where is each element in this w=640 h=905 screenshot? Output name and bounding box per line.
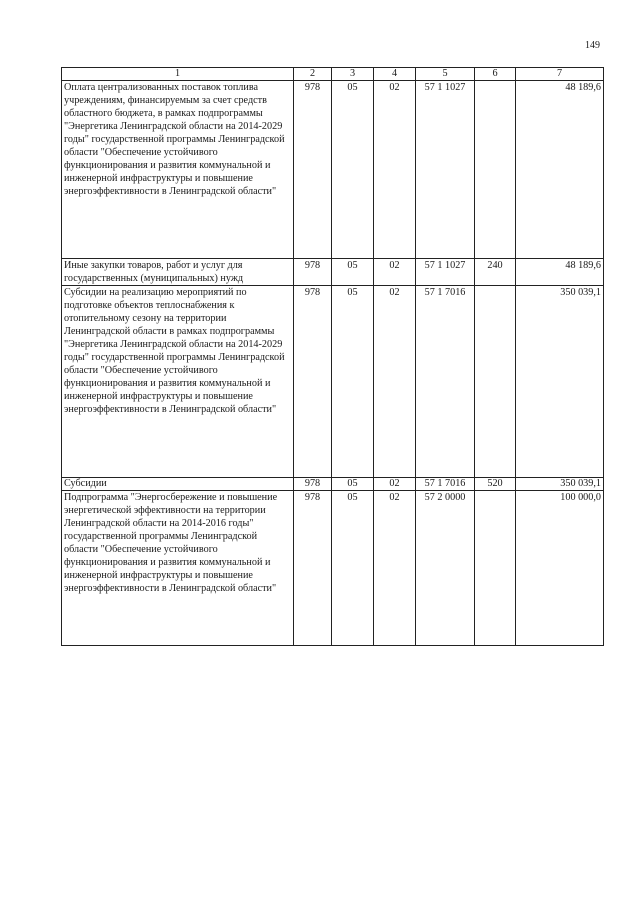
row-col-6	[475, 81, 516, 259]
table-row	[62, 286, 604, 478]
row-col-6	[475, 491, 516, 646]
row-col-2: 978	[294, 81, 332, 259]
row-col-3: 05	[332, 259, 374, 286]
page-number: 149	[585, 40, 600, 51]
header-row	[62, 68, 604, 81]
header-col-3: 3	[332, 68, 374, 81]
header-col-2: 2	[294, 68, 332, 81]
row-description: Субсидии	[62, 478, 294, 491]
row-col-5: 57 2 0000	[416, 491, 475, 646]
row-col-7: 48 189,6	[516, 81, 604, 259]
header-col-4: 4	[374, 68, 416, 81]
row-description: Подпрограмма "Энергосбережение и повышение энергетической эффективности на территории Ленинградской области на 2014-2016 годы" государственной программы Ленинградской области "Обеспечение устойчивого функционирования и развития коммунальной и инженерной инфраструктуры и повышение энергоэффективности в Ленинградской области"	[62, 491, 294, 646]
row-col-7: 350 039,1	[516, 286, 604, 478]
row-col-4: 02	[374, 478, 416, 491]
row-col-4: 02	[374, 491, 416, 646]
row-col-3: 05	[332, 478, 374, 491]
header-col-5: 5	[416, 68, 475, 81]
row-col-2: 978	[294, 259, 332, 286]
row-col-2: 978	[294, 491, 332, 646]
row-col-3: 05	[332, 81, 374, 259]
row-description: Иные закупки товаров, работ и услуг для государственных (муниципальных) нужд	[62, 259, 294, 286]
row-description: Оплата централизованных поставок топлива учреждениям, финансируемым за счет средств областного бюджета, в рамках подпрограммы "Энергетика Ленинградской области на 2014-2029 годы" государственной программы Ленинградской области "Обеспечение устойчивого функционирования и развития коммунальной и инженерной инфраструктуры и повышение энергоэффективности в Ленинградской области"	[62, 81, 294, 259]
header-col-1: 1	[62, 68, 294, 81]
row-col-2: 978	[294, 286, 332, 478]
row-col-4: 02	[374, 259, 416, 286]
table-row	[62, 259, 604, 286]
row-col-7: 100 000,0	[516, 491, 604, 646]
table-row	[62, 491, 604, 646]
row-col-5: 57 1 7016	[416, 286, 475, 478]
table-row	[62, 478, 604, 491]
budget-table	[61, 67, 604, 646]
row-col-5: 57 1 7016	[416, 478, 475, 491]
row-description: Субсидии на реализацию мероприятий по подготовке объектов теплоснабжения к отопительному сезону на территории Ленинградской области в рамках подпрограммы "Энергетика Ленинградской области на 2014-2029 годы" государственной программы Ленинградской области "Обеспечение устойчивого функционирования и развития коммунальной и инженерной инфраструктуры и повышение энергоэффективности в Ленинградской области"	[62, 286, 294, 478]
row-col-7: 350 039,1	[516, 478, 604, 491]
header-col-6: 6	[475, 68, 516, 81]
row-col-4: 02	[374, 286, 416, 478]
header-col-7: 7	[516, 68, 604, 81]
row-col-5: 57 1 1027	[416, 81, 475, 259]
row-col-3: 05	[332, 491, 374, 646]
row-col-6	[475, 286, 516, 478]
row-col-4: 02	[374, 81, 416, 259]
row-col-7: 48 189,6	[516, 259, 604, 286]
row-col-6: 240	[475, 259, 516, 286]
row-col-6: 520	[475, 478, 516, 491]
table-row	[62, 81, 604, 259]
row-col-5: 57 1 1027	[416, 259, 475, 286]
row-col-3: 05	[332, 286, 374, 478]
row-col-2: 978	[294, 478, 332, 491]
